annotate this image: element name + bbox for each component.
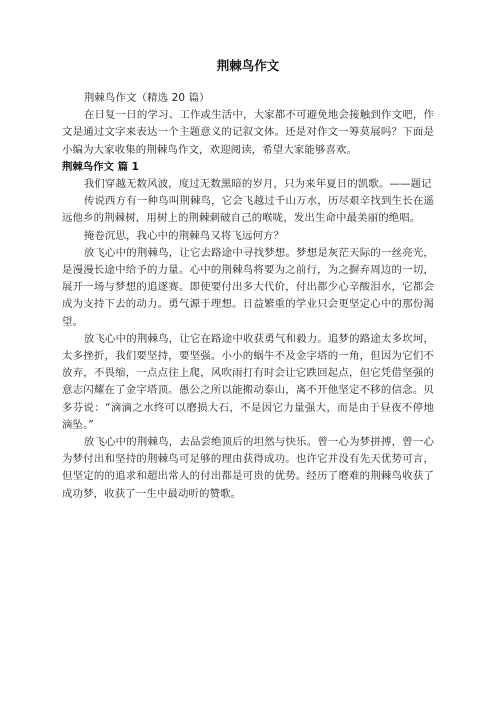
body-paragraph: 放飞心中的荆棘鸟，去品尝绝顶后的坦然与快乐。曾一心为梦拼搏，曾一心为梦付出和坚持的荆棘鸟可足够的理由获得成功。也许它并没有先天优势可言，但坚定的的追求和超出常人的付出都是可贵的优势。经历了磨难的荆棘鸟收获了成功梦，收获了一生中最动听的赞歌。 (62, 436, 434, 500)
body-paragraph: 放飞心中的荆棘鸟，让它去路途中寻找梦想。梦想是灰茫天际的一丝亮光，是漫漫长途中给予的力量。心中的荆棘鸟将要为之前行，为之摒弃周边的一切，展开一场与梦想的追逐赛。即使要付出多大代价，付出都少心辛酸泪水，它都会成为支持下去的动力。勇气源于理想。日益繁重的学业只会更坚定心中的那份渴望。 (62, 246, 434, 328)
intro-paragraph: 在日复一日的学习、工作或生活中，大家都不可避免地会接触到作文吧，作文是通过文字来表达一个主题意义的记叙文体。还是对作文一筹莫展吗？下面是小编为大家收集的荆棘鸟作文，欢迎阅读，希望大家能够喜欢。 (62, 109, 434, 156)
body-paragraph: 传说西方有一种鸟叫荆棘鸟，它会飞越过千山万水，历尽艰辛找到生长在遥远他乡的荆棘树，用树上的荆棘刺破自己的喉咙，发出生命中最美丽的绝唱。 (62, 195, 434, 225)
body-paragraph: 掩卷沉思，我心中的荆棘鸟又将飞远何方？ (83, 229, 285, 242)
body-paragraph: 放飞心中的荆棘鸟，让它在路途中收获勇气和毅力。追梦的路途太多坎坷，太多挫折，我们要坚持，要坚强。小小的蜗牛不及金字塔的一角，但因为它们不放弃，不畏缩，一点点往上爬，风吹雨打有时会让它跌回起点，但它凭借坚强的意志闪耀在了金字塔顶。愚公之所以能搬动泰山，离不开他坚定不移的信念。贝多芬说：“滴滴之水终可以磨损大石，不是因它力量强大，而是由于昼夜不停地滴坠。” (62, 332, 434, 431)
epigraph-paragraph: 我们穿越无数风波，度过无数黑暗的岁月，只为来年夏日的凯歌。——题记 (83, 178, 432, 191)
document-page (62, 58, 434, 503)
document-title: 荆棘鸟作文 (216, 58, 280, 73)
document-subtitle: 荆棘鸟作文（精选 20 篇） (83, 92, 210, 104)
section-heading: 荆棘鸟作文 篇 1 (62, 160, 139, 173)
